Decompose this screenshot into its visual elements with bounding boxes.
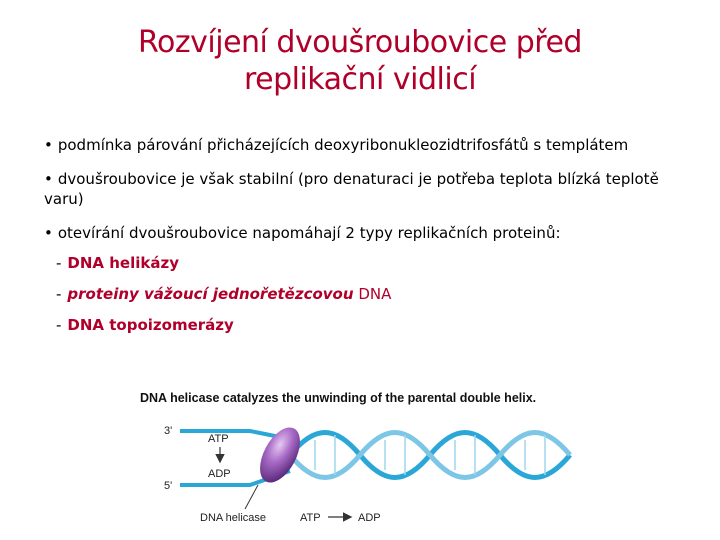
label-5prime: 5' bbox=[164, 480, 173, 492]
label-reaction-atp: ATP bbox=[300, 512, 321, 524]
bullet-list bbox=[44, 135, 684, 346]
label-reaction-adp: ADP bbox=[358, 512, 381, 524]
helicase-diagram bbox=[140, 385, 580, 535]
helicase-figure bbox=[140, 385, 580, 535]
label-atp: ATP bbox=[208, 433, 229, 445]
title-line-2: replikační vidlicí bbox=[243, 62, 477, 97]
label-adp: ADP bbox=[208, 468, 231, 480]
bullet-text: podmínka párování přicházejících deoxyribonukleozidtrifosfátů s templátem bbox=[57, 136, 629, 154]
bullet-item bbox=[44, 169, 684, 209]
term-topoisomerase: DNA topoizomerázy bbox=[67, 316, 234, 334]
sub-item-ssb bbox=[56, 284, 684, 304]
enzyme-pointer bbox=[245, 485, 258, 509]
bullet-marker: • bbox=[44, 170, 53, 188]
sub-item-helicase bbox=[56, 253, 684, 273]
title-line-1: Rozvíjení dvoušroubovice před bbox=[138, 25, 582, 60]
sub-marker: - bbox=[56, 254, 62, 272]
term-ssb-dna: DNA bbox=[358, 285, 392, 303]
bullet-text: otevírání dvoušroubovice napomáhají 2 typy replikačních proteinů: bbox=[57, 224, 561, 242]
figure-caption: DNA helicase catalyzes the unwinding of the parental double helix. bbox=[140, 391, 537, 405]
label-enzyme: DNA helicase bbox=[200, 512, 267, 524]
bullet-marker: • bbox=[44, 136, 53, 154]
bullet-text: dvoušroubovice je však stabilní (pro denaturaci je potřeba teplota blízká teplotě varu) bbox=[44, 170, 659, 208]
slide-title bbox=[0, 24, 720, 98]
sub-item-topoisomerase bbox=[56, 315, 684, 335]
bullet-item bbox=[44, 223, 684, 243]
sub-marker: - bbox=[56, 285, 62, 303]
bullet-item bbox=[44, 135, 684, 155]
term-helicase: DNA helikázy bbox=[67, 254, 179, 272]
term-ssb: proteiny vážoucí jednořetězcovou bbox=[67, 285, 354, 303]
helix-strand-b bbox=[290, 433, 570, 478]
label-3prime: 3' bbox=[164, 425, 173, 437]
bullet-marker: • bbox=[44, 224, 53, 242]
sub-marker: - bbox=[56, 316, 62, 334]
